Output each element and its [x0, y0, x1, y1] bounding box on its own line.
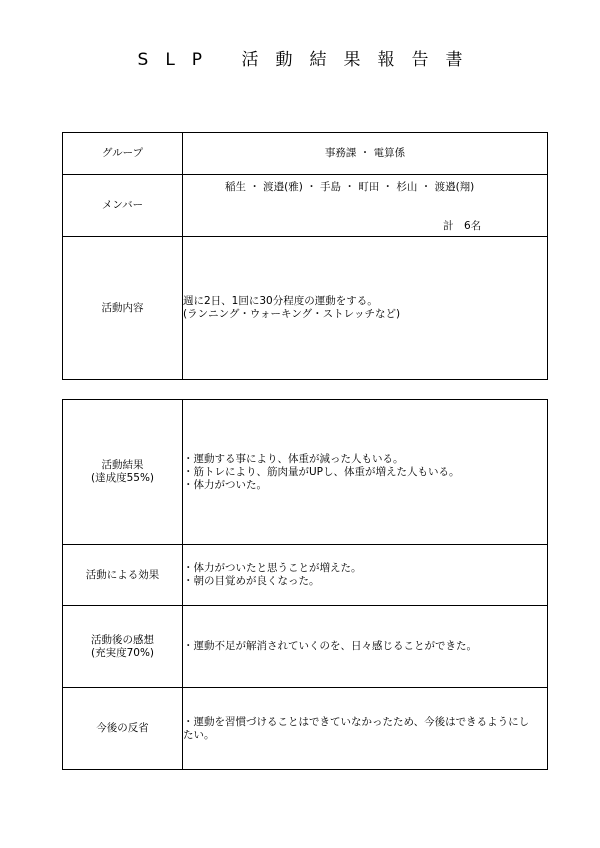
impression-content — [183, 606, 548, 688]
impression-label: 活動後の感想 — [91, 633, 154, 646]
document-title: SLP 活動結果報告書 — [137, 50, 480, 70]
result-line: ・体力がついた。 — [183, 478, 267, 491]
activity-content — [183, 237, 548, 380]
activity-result-table — [62, 399, 548, 770]
effect-content — [183, 545, 548, 606]
reflection-line: たい。 — [183, 728, 215, 741]
effect-label: 活動による効果 — [63, 545, 183, 606]
activity-label: 活動内容 — [63, 237, 183, 380]
impression-sublabel: (充実度70%) — [90, 646, 155, 659]
effect-line: ・朝の目覚めが良くなった。 — [183, 575, 320, 587]
activity-info-table — [62, 132, 548, 380]
effect-line: ・体力がついたと思うことが増えた。 — [183, 562, 362, 574]
activity-line: (ランニング・ウォーキング・ストレッチなど) — [183, 308, 401, 320]
result-label-cell — [63, 400, 183, 545]
members-count: 計 6名 — [443, 219, 482, 232]
result-sublabel: (達成度55%) — [90, 472, 155, 484]
result-line: ・運動する事により、体重が減った人もいる。 — [183, 452, 404, 465]
group-value: 事務課 ・ 電算係 — [183, 133, 548, 175]
group-label: グループ — [63, 133, 183, 175]
impression-label-cell — [63, 606, 183, 688]
reflection-content — [183, 688, 548, 770]
result-line: ・筋トレにより、筋肉量がUPし、体重が増えた人もいる。 — [183, 465, 460, 478]
members-label: メンバー — [63, 175, 183, 237]
members-cell — [183, 175, 548, 237]
result-content — [183, 400, 548, 545]
result-label: 活動結果 — [101, 459, 144, 471]
reflection-label: 今後の反省 — [63, 688, 183, 770]
impression-line: ・運動不足が解消されていくのを、日々感じることができた。 — [183, 640, 477, 652]
members-value: 稲生 ・ 渡邉(雅) ・ 手島 ・ 町田 ・ 杉山 ・ 渡邉(翔) — [225, 180, 475, 193]
reflection-line: ・運動を習慣づけることはできていなかったため、今後はできるようにし — [183, 715, 530, 728]
activity-line: 週に2日、1回に30分程度の運動をする。 — [183, 295, 378, 307]
